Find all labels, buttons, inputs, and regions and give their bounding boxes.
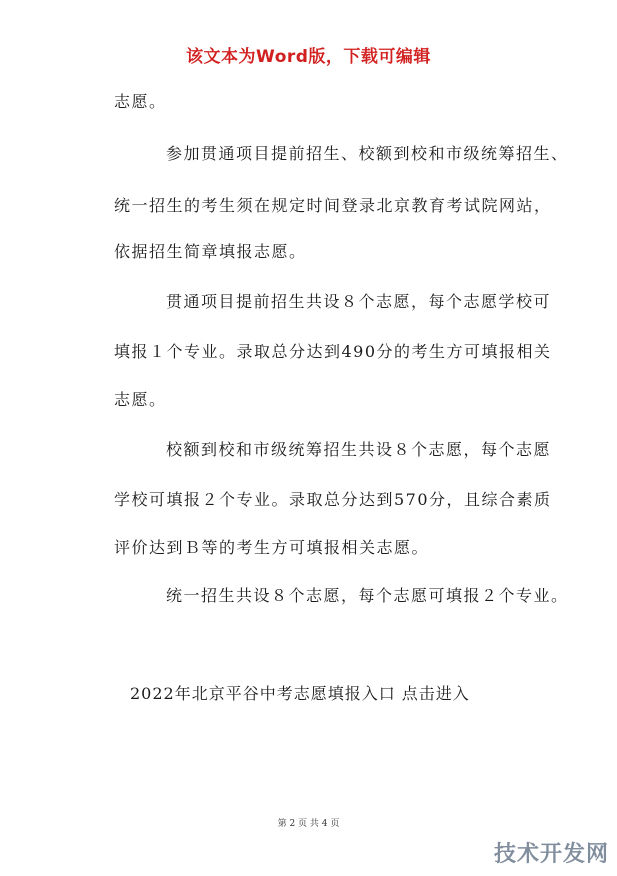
- text-line: 学校可填报２个专业。录取总分达到570分，且综合素质: [114, 490, 552, 509]
- text-line: 志愿。: [114, 390, 167, 409]
- text-line: 参加贯通项目提前招生、校额到校和市级统筹招生、: [166, 144, 569, 163]
- text-line: 统一招生共设８个志愿，每个志愿可填报２个专业。: [166, 586, 569, 605]
- page-footer: 第 2 页 共 4 页: [277, 819, 340, 829]
- text-line: 贯通项目提前招生共设８个志愿，每个志愿学校可: [166, 292, 552, 311]
- text-line: 评价达到Ｂ等的考生方可填报相关志愿。: [114, 538, 430, 557]
- text-line: 依据招生简章填报志愿。: [114, 242, 307, 261]
- text-line: 填报１个专业。录取总分达到490分的考生方可填报相关: [114, 342, 552, 361]
- page-banner: 该文本为Word版，下载可编辑: [186, 47, 431, 67]
- site-watermark: 技术开发网: [493, 842, 609, 867]
- entry-link-line[interactable]: 2022年北京平谷中考志愿填报入口 点击进入: [130, 684, 470, 703]
- text-line: 统一招生的考生须在规定时间登录北京教育考试院网站，: [114, 196, 552, 215]
- text-line: 志愿。: [114, 92, 167, 111]
- text-line: 校额到校和市级统筹招生共设８个志愿，每个志愿: [166, 440, 552, 459]
